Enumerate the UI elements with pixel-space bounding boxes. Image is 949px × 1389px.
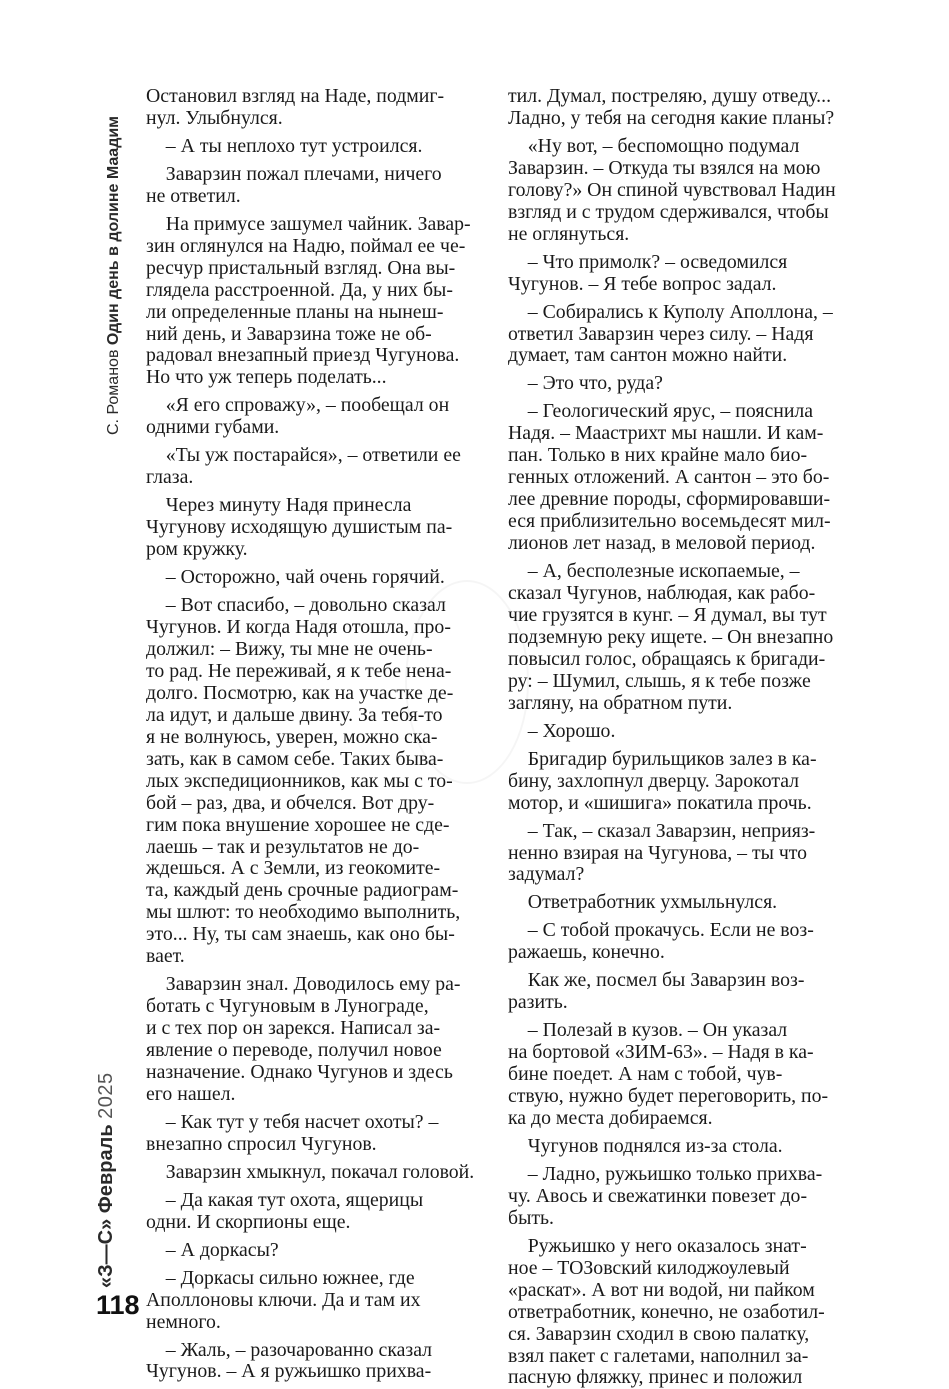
text-line: «раскат». А вот ни водой, ни пайком [508,1278,815,1301]
text-line: – Собирались к Куполу Аполлона, – [508,300,833,323]
page-number: 118 [96,1290,140,1320]
text-line: зать, как в самом себе. Таких быва- [146,747,444,770]
text-line: – Что примолк? – осведомился [508,250,788,273]
text-line: лых экспедиционников, как мы с то- [146,769,453,792]
text-line: ка до места добираемся. [508,1106,713,1129]
text-line: ресчур пристальный взгляд. Она вы- [146,256,456,279]
text-line: быть. [508,1206,554,1229]
text-line: пасную фляжку, принес и положил [508,1366,803,1389]
text-line: глядела расстроенной. Да, у них бы- [146,278,453,301]
text-line: – А ты неплохо тут устроился. [146,134,423,157]
text-line: лионов лет назад, в меловой период. [508,532,816,555]
text-line: – Жаль, – разочарованно сказал [146,1338,433,1361]
text-line: я не волнуюсь, уверен, можно ска- [146,725,438,748]
text-line: – Осторожно, чай очень горячий. [146,566,445,589]
text-line: ответработник, конечно, не озаботил- [508,1300,825,1323]
text-line: Но что уж теперь поделать... [146,366,387,389]
text-line: назначение. Однако Чугунов и здесь [146,1061,453,1084]
text-line: взял пакет с галетами, наполнил за- [508,1344,809,1367]
text-line: подземную реку ищете. – Он внезапно [508,625,834,648]
text-line: – Это что, руда? [508,372,663,395]
text-line: на бортовой «ЗИМ-63». – Надя в ка- [508,1041,814,1064]
text-line: та, каждый день срочные радиограм- [146,879,459,902]
text-line: это... Ну, ты сам знаешь, как оно бы- [146,923,455,946]
text-line: повысил голос, обращаясь к бригади- [508,647,826,670]
text-line: ний день, и Заварзина тоже не об- [146,322,432,345]
text-line: Как же, посмел бы Заварзин воз- [508,969,805,992]
text-line: то рад. Не переживай, я к тебе нена- [146,659,452,682]
text-line: – Геологический ярус, – пояснила [508,400,814,423]
text-line: лее древние породы, сформировавши- [508,488,831,511]
text-line: нул. Улыбнулся. [146,106,283,129]
text-line: Чугунову исходящую душистым па- [146,516,453,539]
text-line: «Я его спроважу», – пообещал он [146,394,450,417]
text-line: зин оглянулся на Надю, поймал ее че- [146,234,466,257]
text-line: лаешь – так и результатов не до- [146,835,420,858]
text-line: – Ладно, ружьишко только прихва- [508,1162,823,1185]
text-line: мы шлют: то необходимо выполнить, [146,901,461,924]
text-line: не ответил. [146,184,241,207]
text-line: Чугунов. И когда Надя отошла, про- [146,615,451,638]
journal-info [94,1072,118,1288]
text-line: На примусе зашумел чайник. Завар- [146,212,471,235]
text-line: Аполлоновы ключи. Да и там их [146,1288,421,1311]
text-line: Через минуту Надя принесла [146,494,412,517]
text-line: немного. [146,1310,221,1333]
text-line: ли определенные планы на нынеш- [146,300,444,323]
text-line: загляну, на обратном пути. [508,691,733,714]
text-line: – Доркасы сильно южнее, где [146,1266,415,1289]
text-line: задумал? [508,863,585,886]
text-line: ненно взирая на Чугунова, – ты что [508,841,808,864]
text-line: ное – ТОЗовский килоджоулевый [508,1256,790,1279]
text-line: ражаешь, конечно. [508,941,665,964]
text-line: Чугунов. – Я тебе вопрос задал. [508,272,777,295]
text-line: ру: – Шумил, слышь, я к тебе позже [508,669,811,692]
text-line: – А доркасы? [146,1238,279,1261]
text-line: ся. Заварзин сходил в свою палатку, [508,1322,810,1345]
text-line: разить. [508,991,568,1014]
text-line: ботать с Чугуновым в Лунограде, [146,995,429,1018]
text-line: ответил Заварзин через силу. – Надя [508,322,814,345]
text-line: одними губами. [146,416,280,439]
text-line: бине поедет. А нам с тобой, чув- [508,1063,783,1086]
text-line: – А, бесполезные ископаемые, – [508,560,800,583]
text-line: – Полезай в кузов. – Он указал [508,1019,788,1042]
text-line: – Хорошо. [508,719,616,742]
text-line: тил. Думал, постреляю, душу отведу... [508,85,832,107]
text-line: сказал Чугунов, наблюдая, как рабо- [508,582,816,605]
text-line: явление о переводе, получил новое [146,1039,442,1062]
text-line: – Так, – сказал Заварзин, неприяз- [508,819,816,842]
text-line: Заварзин. – Откуда ты взялся на мою [508,156,821,179]
text-line: бой – раз, два, и обчелся. Вот дру- [146,791,435,814]
text-line: мотор, и «шишига» покатила прочь. [508,791,812,814]
text-line: – С тобой прокачусь. Если не воз- [508,919,814,942]
text-line: пан. Только в них крайне мало био- [508,444,808,467]
text-line: «Ну вот, – беспомощно подумал [508,134,800,157]
journal-year: 2025 [95,1072,117,1119]
text-line: внезапно спросил Чугунов. [146,1132,377,1155]
text-line: – Вот спасибо, – довольно сказал [146,594,446,617]
text-line: глаза. [146,466,194,489]
text-line: чие грузятся в кунг. – Я думал, вы тут [508,603,827,626]
text-line: – Да какая тут охота, ящерицы [146,1188,424,1211]
journal-name: «З—С» [95,1218,117,1288]
text-line: Ответработник ухмыльнулся. [508,891,778,914]
text-line: долго. Посмотрю, как на участке де- [146,681,454,704]
text-line: ром кружку. [146,538,248,561]
text-line: ждешься. А с Земли, из геокомите- [146,857,441,880]
text-line: не оглянуться. [508,222,630,245]
text-line: вает. [146,945,185,968]
text-line: – Как тут у тебя насчет охоты? – [146,1110,439,1133]
text-line: бину, захлопнул дверцу. Зарокотал [508,769,800,792]
text-line: Чугунов поднялся из-за стола. [508,1134,783,1157]
running-head-title: Один день в долине Маадим [105,115,122,346]
text-line: радовал внезапный приезд Чугунова. [146,344,460,367]
text-line: Чугунов. – А я ружьишко прихва- [146,1360,432,1383]
running-head [104,116,124,435]
journal-month: Февраль [95,1124,117,1214]
text-line: гим пока внушение хорошее не сде- [146,813,450,836]
running-head-author: С. Романов [105,349,122,435]
text-line: Остановил взгляд на Наде, подмиг- [146,85,445,107]
text-line: «Ты уж постарайся», – ответили ее [146,444,461,467]
left-text-column [146,86,482,1383]
text-line: взгляд и с трудом сдерживался, чтобы [508,200,829,223]
text-line: Заварзин знал. Доводилось ему ра- [146,973,461,996]
text-line: ствую, нужно будет переговорить, по- [508,1085,829,1108]
text-line: Ружьишко у него оказалось знат- [508,1234,807,1257]
right-text-column [508,86,846,1389]
text-line: его нашел. [146,1082,236,1105]
text-line: генных отложений. А сантон – это бо- [508,466,830,489]
text-line: Бригадир бурильщиков залез в ка- [508,747,817,770]
text-line: Надя. – Маастрихт мы нашли. И кам- [508,422,824,445]
text-line: Заварзин пожал плечами, ничего [146,162,442,185]
text-line: чу. Авось и свежатинки повезет до- [508,1184,808,1207]
text-line: голову?» Он спиной чувствовал Надин [508,178,836,201]
text-line: ла идут, и дальше двину. За тебя-то [146,703,443,726]
text-line: Заварзин хмыкнул, покачал головой. [146,1160,475,1183]
text-line: должил: – Вижу, ты мне не очень- [146,637,433,660]
text-line: думает, там сантон можно найти. [508,344,788,367]
text-line: Ладно, у тебя на сегодня какие планы? [508,106,835,129]
text-line: еся приблизительно восемьдесят мил- [508,510,831,533]
text-line: и с тех пор он зарекся. Написал за- [146,1017,441,1040]
text-line: одни. И скорпионы еще. [146,1210,351,1233]
